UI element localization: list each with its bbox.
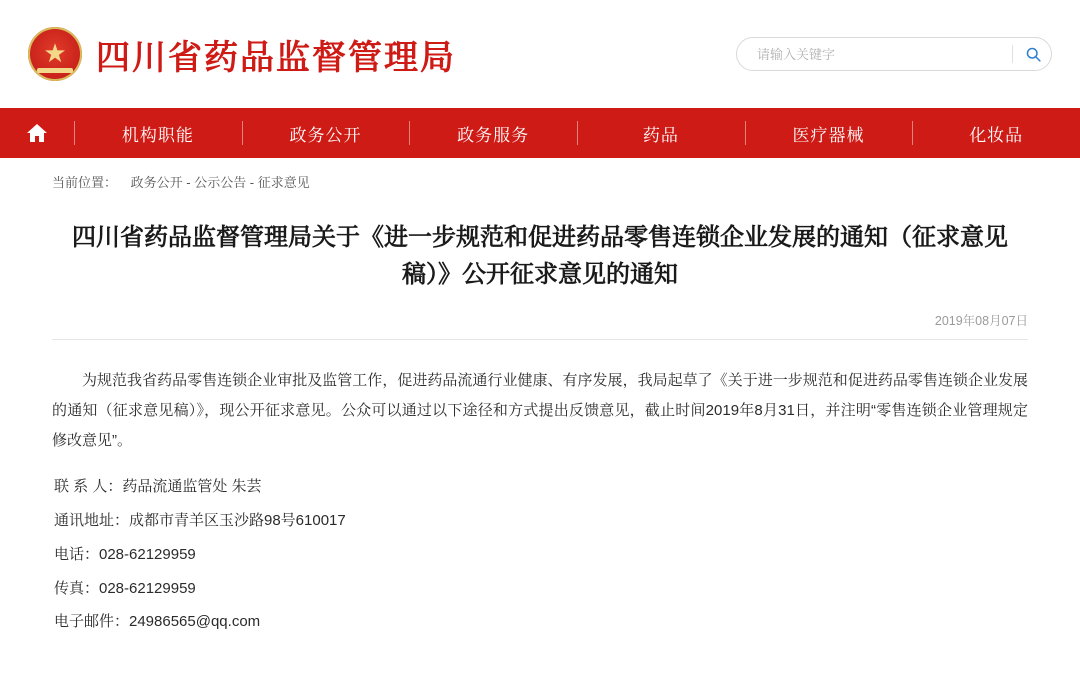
nav-item-jigouzhineng[interactable] <box>74 108 242 158</box>
home-icon[interactable] <box>0 108 74 158</box>
breadcrumb <box>0 158 1080 203</box>
nav-item-yaopin[interactable] <box>577 108 745 158</box>
nav-item-zhengwufuwu[interactable] <box>409 108 577 158</box>
contact-address: 通讯地址：成都市青羊区玉沙路98号610017 <box>54 512 346 530</box>
nav-item-label: 机构职能 <box>121 125 194 146</box>
page-title: 四川省药品监督管理局关于《进一步规范和促进药品零售连锁企业发展的通知（征求意见稿）》公开征求意见的通知 <box>72 223 1008 289</box>
nav-item-zhengwugongkai[interactable] <box>242 108 410 158</box>
nav-item-yiliaoqixie[interactable] <box>745 108 913 158</box>
breadcrumb-path[interactable]: 政务公开 - 公示公告 - 征求意见 <box>130 175 310 190</box>
search-icon[interactable] <box>1019 40 1047 68</box>
breadcrumb-label: 当前位置： <box>52 175 118 190</box>
article <box>0 203 1080 639</box>
search-divider <box>1012 45 1013 63</box>
publish-date: 2019年08月07日 <box>934 314 1028 329</box>
nav-item-label: 政务公开 <box>289 125 362 146</box>
nav-item-huazhuangpin[interactable] <box>912 108 1080 158</box>
main-navigation <box>0 108 1080 158</box>
site-title: 四川省药品监督管理局 <box>96 37 456 78</box>
title-divider <box>52 339 1028 340</box>
nav-item-label: 医疗器械 <box>792 125 865 146</box>
contact-email: 电子邮件：24986565@qq.com <box>54 613 261 631</box>
contact-person: 联 系 人：药品流通监管处 朱芸 <box>54 478 262 496</box>
nav-item-label: 药品 <box>642 125 679 146</box>
national-emblem-icon <box>28 27 82 81</box>
contact-phone: 电话：028-62129959 <box>54 545 196 563</box>
site-header <box>0 0 1080 108</box>
search-box[interactable] <box>736 37 1052 71</box>
nav-item-label: 化妆品 <box>969 125 1024 146</box>
nav-item-label: 政务服务 <box>457 125 530 146</box>
contact-fax: 传真：028-62129959 <box>54 579 196 597</box>
article-paragraph: 为规范我省药品零售连锁企业审批及监管工作，促进药品流通行业健康、有序发展，我局起草了《关于进一步规范和促进药品零售连锁企业发展的通知（征求意见稿）》，现公开征求意见。公众可以通过以下途径和方式提出反馈意见，截止时间2019年8月31日，并注明“零售连锁企业管理规定修改意见”。 <box>52 372 1028 450</box>
search-input[interactable] <box>755 46 1006 63</box>
